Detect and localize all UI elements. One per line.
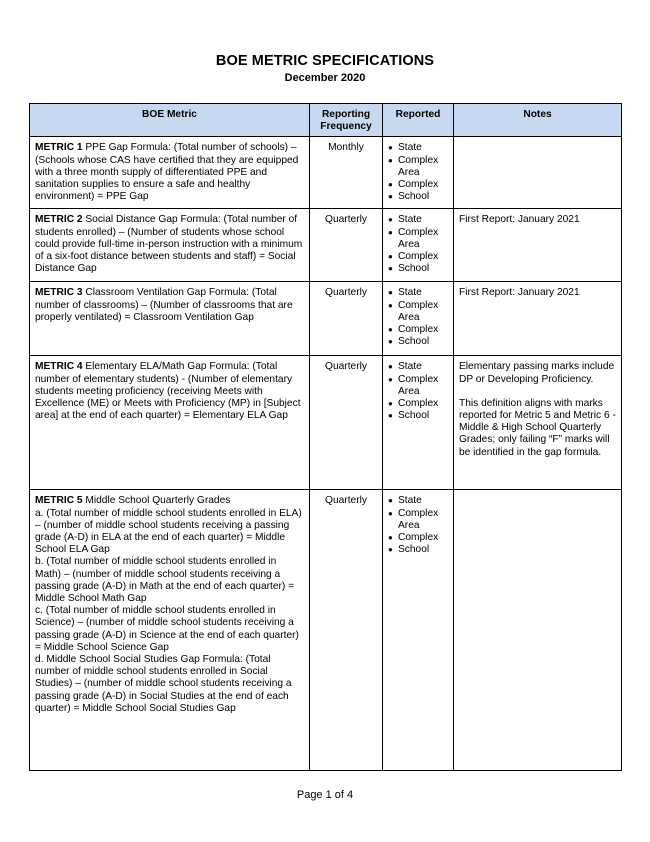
list-item: ● Complex <box>388 532 439 544</box>
table-row <box>30 282 622 356</box>
metric-cell <box>30 209 310 282</box>
list-item: ● School <box>388 336 430 348</box>
notes-cell <box>454 490 622 771</box>
note-text: First Report: January 2021 <box>459 287 580 299</box>
frequency-cell: Quarterly <box>310 282 383 356</box>
sub-formula-a: a. (Total number of middle school students enrolled in ELA) – (number of middle school students receiving a passing grade (A-D) in ELA at the end of each quarter) = Middle School ELA Gap <box>35 507 302 556</box>
metric-label: METRIC 1 <box>35 142 83 154</box>
note-text: This definition aligns with marks reported for Metric 5 and Metric 6 - Middle & High School Quarterly Grades; only failing “F” marks will be identified in the gap formula. <box>459 397 616 458</box>
list-item: ● Complex Area <box>388 154 439 178</box>
reported-cell <box>383 490 454 771</box>
header-reporting-frequency: Reporting Frequency <box>310 104 383 137</box>
frequency-cell: Monthly <box>310 137 383 209</box>
table-row <box>30 209 622 282</box>
list-item: ● Complex Area <box>388 299 439 323</box>
sub-formula-b: b. (Total number of middle school students enrolled in Math) – (number of middle school students receiving a passing grade (A-D) in Math at the end of each quarter) = Middle School Math Gap <box>35 556 295 605</box>
bullet-icon: ● <box>388 337 393 347</box>
metric-label: METRIC 2 <box>35 214 83 226</box>
bullet-icon: ● <box>388 143 393 153</box>
bullet-icon: ● <box>388 155 393 165</box>
metric-cell <box>30 356 310 490</box>
reported-cell <box>383 209 454 282</box>
header-boe-metric: BOE Metric <box>30 104 310 137</box>
metric-formula: PPE Gap Formula: (Total number of schools) – (Schools whose CAS have certified that they are equipped with a three month supply of differentiated PPE and sanitation supplies to ensure a safe and healthy environment) = PPE Gap <box>35 142 299 203</box>
bullet-icon: ● <box>388 411 393 421</box>
table-row <box>30 137 622 209</box>
metric-label: METRIC 3 <box>35 287 83 299</box>
list-item: ● State <box>388 214 422 226</box>
metric-cell <box>30 137 310 209</box>
bullet-icon: ● <box>388 362 393 372</box>
document-title: BOE METRIC SPECIFICATIONS <box>215 53 435 69</box>
sub-formula-d: d. Middle School Social Studies Gap Formula: (Total number of middle school students enrolled in Social Studies) – (number of middle school students receiving a passing grade (A-D) in Social Studies at the end of each quarter) = Middle School Social Studies Gap <box>35 654 292 714</box>
metric-cell <box>30 282 310 356</box>
bullet-icon: ● <box>388 325 393 335</box>
metric-cell <box>30 490 310 771</box>
metric-label: METRIC 5 <box>35 495 83 507</box>
bullet-icon: ● <box>388 264 393 274</box>
list-item: ● State <box>388 361 422 373</box>
list-item: ● Complex Area <box>388 373 439 397</box>
bullet-icon: ● <box>388 399 393 409</box>
list-item: ● Complex Area <box>388 226 439 250</box>
note-text: First Report: January 2021 <box>459 214 580 226</box>
metric-formula: Classroom Ventilation Gap Formula: (Total number of classrooms) – (Number of classrooms that are properly ventilated) = Classroom Ventilation Gap <box>35 287 293 323</box>
metric-label: METRIC 4 <box>35 361 83 373</box>
list-item: ● School <box>388 263 430 275</box>
bullet-icon: ● <box>388 180 393 190</box>
sub-formula-c: c. (Total number of middle school students enrolled in Science) – (number of middle school students receiving a passing grade (A-D) in Science at the end of each quarter) = Middle School Science Gap <box>35 605 299 653</box>
document-date: December 2020 <box>284 72 366 84</box>
bullet-icon: ● <box>388 545 393 555</box>
list-item: ● School <box>388 191 430 203</box>
bullet-icon: ● <box>388 192 393 202</box>
notes-cell <box>454 356 622 490</box>
bullet-icon: ● <box>388 227 393 237</box>
page-number: Page 1 of 4 <box>296 789 354 801</box>
frequency-cell: Quarterly <box>310 209 383 282</box>
metric-spec-table <box>29 103 622 771</box>
bullet-icon: ● <box>388 508 393 518</box>
notes-cell <box>454 137 622 209</box>
list-item: ● Complex Area <box>388 507 439 531</box>
list-item: ● School <box>388 544 430 556</box>
notes-cell <box>454 282 622 356</box>
note-text: Elementary passing marks include DP or Developing Proficiency. <box>459 361 615 385</box>
table-header-row <box>30 104 622 137</box>
list-item: ● Complex <box>388 398 439 410</box>
metric-formula: Middle School Quarterly Grades <box>82 495 231 507</box>
list-item: ● Complex <box>388 324 439 336</box>
table-row <box>30 356 622 490</box>
notes-cell <box>454 209 622 282</box>
reported-cell <box>383 137 454 209</box>
metric-formula: Elementary ELA/Math Gap Formula: (Total number of elementary students) - (Number of elementary students meeting proficiency (receiving Meets with Excellence (ME) or Meets with Proficiency (MP) in [Subject area] at the end of each quarter) = Elementary ELA Gap <box>35 361 301 422</box>
list-item: ● School <box>388 410 430 422</box>
frequency-cell: Quarterly <box>310 356 383 490</box>
header-notes: Notes <box>454 104 622 137</box>
list-item: ● State <box>388 495 422 507</box>
bullet-icon: ● <box>388 374 393 384</box>
frequency-cell: Quarterly <box>310 490 383 771</box>
list-item: ● Complex <box>388 251 439 263</box>
list-item: ● Complex <box>388 179 439 191</box>
list-item: ● State <box>388 142 422 154</box>
bullet-icon: ● <box>388 288 393 298</box>
header-reported: Reported <box>383 104 454 137</box>
bullet-icon: ● <box>388 300 393 310</box>
reported-cell <box>383 282 454 356</box>
bullet-icon: ● <box>388 252 393 262</box>
reported-cell <box>383 356 454 490</box>
bullet-icon: ● <box>388 215 393 225</box>
bullet-icon: ● <box>388 533 393 543</box>
bullet-icon: ● <box>388 496 393 506</box>
table-row <box>30 490 622 771</box>
list-item: ● State <box>388 287 422 299</box>
metric-formula: Social Distance Gap Formula: (Total number of students enrolled) – (Number of students whose school could provide full-time in-person instruction with a minimum of a six-foot distance between students and staff) = Social Distance Gap <box>35 214 303 275</box>
